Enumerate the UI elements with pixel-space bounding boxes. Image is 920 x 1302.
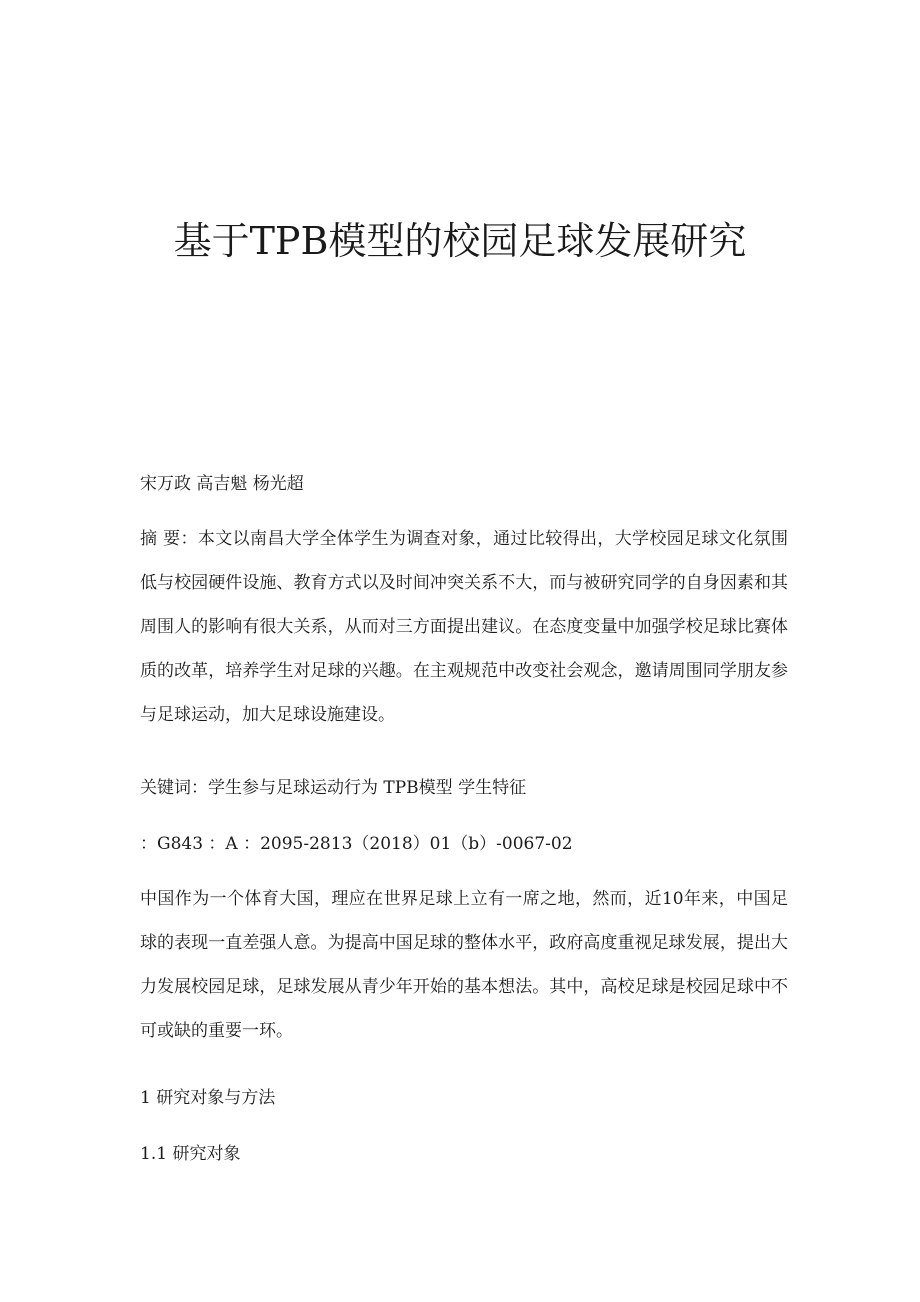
- paper-title: 基于TPB模型的校园足球发展研究: [173, 219, 747, 263]
- keywords-line: 关键词：学生参与足球运动行为 TPB模型 学生特征: [140, 778, 527, 798]
- author-list: 宋万政 高吉魁 杨光超: [140, 474, 304, 494]
- classification-line: ：G843 ：A ：2095-2813（2018）01（b）-0067-02: [140, 834, 573, 854]
- intro-paragraph: 中国作为一个体育大国，理应在世界足球上立有一席之地，然而，近10年来，中国足球的表现一直差强人意。为提高中国足球的整体水平，政府高度重视足球发展，提出大力发展校园足球，足球发展从青少年开始的基本想法。其中，高校足球是校园足球中不可或缺的重要一环。: [140, 889, 788, 1041]
- abstract-paragraph: 摘 要：本文以南昌大学全体学生为调查对象，通过比较得出，大学校园足球文化氛围低与校园硬件设施、教育方式以及时间冲突关系不大，而与被研究同学的自身因素和其周围人的影响有很大关系，从而对三方面提出建议。在态度变量中加强学校足球比赛体质的改革，培养学生对足球的兴趣。在主观规范中改变社会观念，邀请周围同学朋友参与足球运动，加大足球设施建设。: [140, 529, 788, 725]
- section-heading-1: 1 研究对象与方法: [140, 1088, 276, 1108]
- section-heading-1-1: 1.1 研究对象: [140, 1144, 241, 1164]
